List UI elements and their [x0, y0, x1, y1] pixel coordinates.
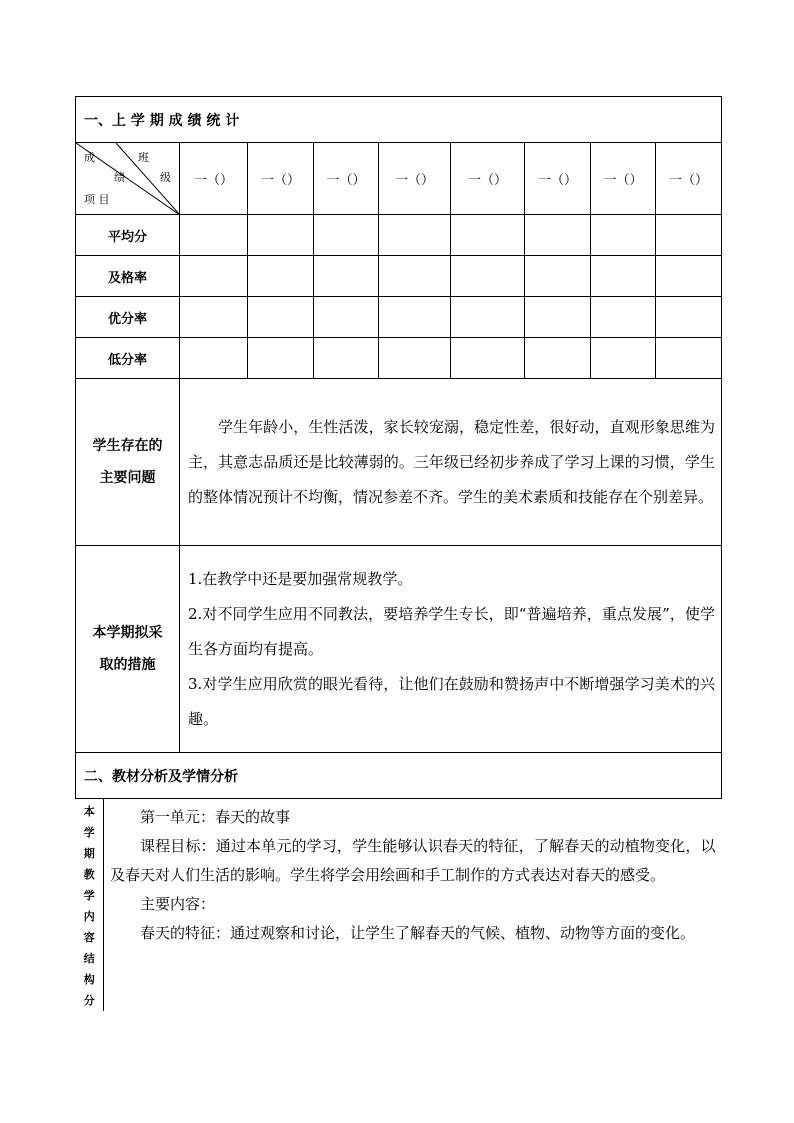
grade-cell[interactable]	[379, 215, 451, 256]
class-column: 一（）	[314, 143, 379, 215]
content-row	[76, 799, 722, 1012]
header-top-left: 成	[84, 151, 95, 164]
grade-cell[interactable]	[314, 256, 379, 297]
content-paragraph: 第一单元：春天的故事	[140, 808, 291, 826]
measure-item: 2.对不同学生应用不同教法，要培养学生专长，即“普遍培养，重点发展”，使学生各方面均有提高。	[188, 604, 715, 658]
class-column: 一（）	[591, 143, 656, 215]
grade-cell[interactable]	[591, 338, 656, 379]
header-top-right: 班	[138, 151, 149, 164]
grade-cell[interactable]	[314, 297, 379, 338]
measures-label-line2: 取的措施	[99, 657, 156, 673]
grade-cell[interactable]	[656, 215, 722, 256]
measure-item: 3.对学生应用欣赏的眼光看待，让他们在鼓励和赞扬声中不断增强学习美术的兴趣。	[188, 674, 715, 728]
measures-label	[76, 546, 180, 753]
row-label: 平均分	[76, 215, 180, 256]
grade-cell[interactable]	[248, 338, 314, 379]
section1-title: 一、上 学 期 成 绩 统 计	[76, 97, 722, 143]
grade-cell[interactable]	[248, 256, 314, 297]
grade-cell[interactable]	[379, 297, 451, 338]
measures-label-line1: 本学期拟采	[92, 625, 163, 641]
class-column: 一（）	[180, 143, 248, 215]
row-label: 优分率	[76, 297, 180, 338]
stat-row-pass-rate	[76, 256, 722, 297]
problems-text: 学生年龄小，生性活泼，家长较宠溺，稳定性差，很好动，直观形象思维为主，其意志品质还是比较薄弱的。三年级已经初步养成了学习上课的习惯，学生的整体情况预计不均衡，情况参差不齐。学生的美术素质和技能存在个别差异。	[188, 417, 715, 506]
problems-label-line2: 主要问题	[99, 470, 156, 486]
grade-cell[interactable]	[248, 215, 314, 256]
content-side-label: 本 学 期 教 学 内 容 结 构 分	[76, 799, 104, 1011]
content-paragraph: 主要内容：	[140, 895, 216, 913]
stat-row-low-rate	[76, 338, 722, 379]
grade-cell[interactable]	[591, 256, 656, 297]
grade-cell[interactable]	[379, 338, 451, 379]
section2-title: 二、教材分析及学情分析	[76, 753, 722, 799]
header-mid-left: 绩	[114, 171, 125, 184]
grade-cell[interactable]	[314, 338, 379, 379]
grade-cell[interactable]	[525, 256, 591, 297]
stat-row-excellent-rate	[76, 297, 722, 338]
grade-cell[interactable]	[180, 297, 248, 338]
diagonal-header	[76, 143, 180, 215]
problems-text-cell	[180, 379, 722, 546]
header-bottom-left: 项 目	[84, 193, 110, 206]
class-column: 一（）	[525, 143, 591, 215]
problems-row	[76, 379, 722, 546]
class-column: 一（）	[656, 143, 722, 215]
stat-row-average	[76, 215, 722, 256]
grade-cell[interactable]	[248, 297, 314, 338]
content-paragraph: 课程目标：通过本单元的学习，学生能够认识春天的特征，了解春天的动植物变化，以及春天对人们生活的影响。学生将学会用绘画和手工制作的方式表达对春天的感受。	[110, 837, 716, 884]
measures-row	[76, 546, 722, 753]
row-label: 及格率	[76, 256, 180, 297]
class-column: 一（）	[379, 143, 451, 215]
plan-table	[75, 96, 722, 1011]
grade-cell[interactable]	[656, 256, 722, 297]
grade-cell[interactable]	[656, 297, 722, 338]
grade-cell[interactable]	[591, 215, 656, 256]
class-column: 一（）	[451, 143, 525, 215]
grade-cell[interactable]	[314, 215, 379, 256]
grade-cell[interactable]	[525, 215, 591, 256]
grade-cell[interactable]	[451, 297, 525, 338]
measure-item: 1.在教学中还是要加强常规教学。	[188, 569, 413, 588]
grade-cell[interactable]	[451, 338, 525, 379]
grade-cell[interactable]	[180, 215, 248, 256]
grade-cell[interactable]	[656, 338, 722, 379]
content-inner-table	[76, 799, 722, 1011]
content-paragraph: 春天的特征：通过观察和讨论，让学生了解春天的气候、植物、动物等方面的变化。	[140, 924, 696, 942]
grade-cell[interactable]	[451, 215, 525, 256]
measures-text-cell	[180, 546, 722, 753]
problems-label	[76, 379, 180, 546]
grade-cell[interactable]	[451, 256, 525, 297]
grade-cell[interactable]	[591, 297, 656, 338]
class-column: 一（）	[248, 143, 314, 215]
grade-cell[interactable]	[180, 256, 248, 297]
grade-cell[interactable]	[525, 338, 591, 379]
problems-label-line1: 学生存在的	[92, 438, 163, 454]
row-label: 低分率	[76, 338, 180, 379]
grade-cell[interactable]	[180, 338, 248, 379]
grade-cell[interactable]	[525, 297, 591, 338]
grade-cell[interactable]	[379, 256, 451, 297]
content-text-cell	[104, 799, 722, 1011]
header-mid-right: 级	[160, 171, 171, 184]
